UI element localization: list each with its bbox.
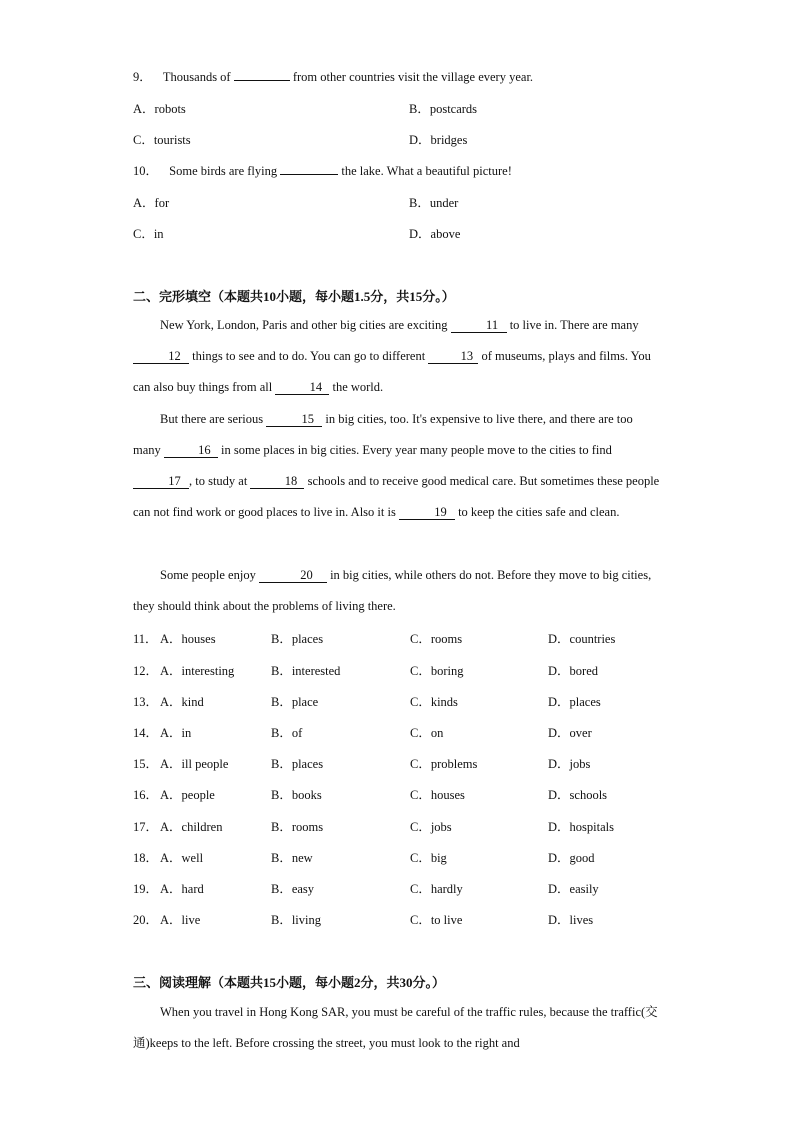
option-d: D．lives (548, 913, 594, 927)
option-b: B．of (271, 726, 303, 740)
option-c: C．kinds (410, 695, 458, 709)
answer-blank (280, 174, 338, 175)
section-heading-cloze: 二、完形填空（本题共10小题，每小题1.5分，共15分。） (133, 289, 455, 304)
option-a: A．ill people (160, 757, 229, 771)
option-b: B．places (271, 632, 324, 646)
passage-text: in big cities, while others do not. Before they move to big cities, they should think about the problems of living there. (133, 568, 652, 613)
option-b: B．easy (271, 882, 315, 896)
row-number: 18． (133, 851, 159, 865)
option-a: A．people (160, 788, 215, 802)
row-number: 13． (133, 695, 159, 709)
passage-text: the world. (332, 380, 384, 394)
row-number: 20． (133, 913, 159, 927)
reading-paragraph-1: When you travel in Hong Kong SAR, you must be careful of the traffic rules, because the traffic(交通)keeps to the left. Before crossing the street, you must look to the right and (133, 1005, 658, 1050)
option-a: A．children (160, 820, 223, 834)
option-d: D．schools (548, 788, 608, 802)
passage-text: to live in. There are many (509, 318, 639, 332)
option-c: C．to live (410, 913, 463, 927)
row-number: 15． (133, 757, 159, 771)
row-number: 11． (133, 632, 158, 646)
options-row-20 (133, 910, 673, 928)
option-a: A．robots (133, 102, 186, 116)
question-text: Thousands of (162, 70, 231, 84)
options-row-14 (133, 723, 673, 741)
answer-blank (234, 80, 290, 81)
option-d: D．over (548, 726, 592, 740)
question-9 (133, 67, 533, 85)
option-d: D．countries (548, 632, 616, 646)
question-number: 10． (133, 164, 159, 178)
blank-20: 20 (259, 568, 327, 583)
option-b: B．rooms (271, 820, 324, 834)
option-a: A．kind (160, 695, 204, 709)
passage-text: in big cities, too. It's expensive to live there, and there are too many (133, 412, 633, 457)
option-a: A．hard (160, 882, 204, 896)
option-b: B．under (409, 196, 459, 210)
blank-16: 16 (164, 443, 218, 458)
option-b: B．places (271, 757, 324, 771)
option-b: B．interested (271, 664, 341, 678)
blank-17: 17 (133, 474, 189, 489)
options-row-15 (133, 754, 673, 772)
question-10 (133, 161, 512, 179)
question-number: 9． (133, 70, 152, 84)
section-heading-reading: 三、阅读理解（本题共15小题，每小题2分，共30分。） (133, 975, 446, 990)
row-number: 12． (133, 664, 159, 678)
options-row-13 (133, 692, 673, 710)
option-d: D．good (548, 851, 595, 865)
blank-14: 14 (275, 380, 329, 395)
blank-15: 15 (266, 412, 322, 427)
option-a: A．well (160, 851, 204, 865)
option-c: C．big (410, 851, 447, 865)
option-d: D．above (409, 227, 461, 241)
option-c: C．boring (410, 664, 464, 678)
row-number: 16． (133, 788, 159, 802)
options-row-18 (133, 848, 673, 866)
option-b: B．books (271, 788, 322, 802)
blank-18: 18 (250, 474, 304, 489)
option-c: C．problems (410, 757, 478, 771)
option-c: C．hardly (410, 882, 463, 896)
options-row-16 (133, 785, 673, 803)
question-text: from other countries visit the village every year. (292, 70, 534, 84)
passage-text: Some people enjoy (160, 568, 256, 582)
option-b: B．new (271, 851, 313, 865)
cloze-paragraph-1 (133, 310, 661, 403)
option-b: B．postcards (409, 102, 478, 116)
option-c: C．in (133, 227, 164, 241)
row-number: 17． (133, 820, 159, 834)
passage-text: of museums, plays and films. You can also buy things from all (133, 349, 651, 394)
option-a: A．in (160, 726, 192, 740)
passage-text: New York, London, Paris and other big cities are exciting (160, 318, 448, 332)
options-row-12 (133, 661, 673, 679)
blank-13: 13 (428, 349, 478, 364)
blank-12: 12 (133, 349, 189, 364)
option-d: D．easily (548, 882, 599, 896)
option-c: C．jobs (410, 820, 452, 834)
question-text: the lake. What a beautiful picture! (341, 164, 512, 178)
option-a: A．for (133, 196, 170, 210)
options-row-11 (133, 629, 673, 647)
row-number: 14． (133, 726, 159, 740)
passage-text: things to see and to do. You can go to different (192, 349, 426, 363)
options-row-19 (133, 879, 673, 897)
option-d: D．bridges (409, 133, 468, 147)
passage-text: But there are serious (160, 412, 264, 426)
option-c: C．rooms (410, 632, 463, 646)
option-d: D．places (548, 695, 601, 709)
option-a: A．live (160, 913, 201, 927)
blank-19: 19 (399, 505, 455, 520)
option-a: A．interesting (160, 664, 235, 678)
option-c: C．houses (410, 788, 465, 802)
option-a: A．houses (160, 632, 216, 646)
passage-text: in some places in big cities. Every year many people move to the cities to find (221, 443, 612, 457)
blank-11: 11 (451, 318, 507, 333)
options-row-17 (133, 817, 673, 835)
passage-text: , to study at (189, 474, 248, 488)
passage-text: to keep the cities safe and clean. (458, 505, 620, 519)
row-number: 19． (133, 882, 159, 896)
passage-text: schools and to receive good medical care. But sometimes these people can not find work or good places to live in. Also it is (133, 474, 660, 519)
option-b: B．living (271, 913, 322, 927)
option-c: C．on (410, 726, 444, 740)
option-b: B．place (271, 695, 319, 709)
question-text: Some birds are flying (169, 164, 278, 178)
option-d: D．jobs (548, 757, 591, 771)
cloze-paragraph-2 (133, 404, 661, 528)
cloze-paragraph-3 (133, 560, 661, 622)
option-d: D．bored (548, 664, 598, 678)
option-c: C．tourists (133, 133, 191, 147)
option-d: D．hospitals (548, 820, 614, 834)
